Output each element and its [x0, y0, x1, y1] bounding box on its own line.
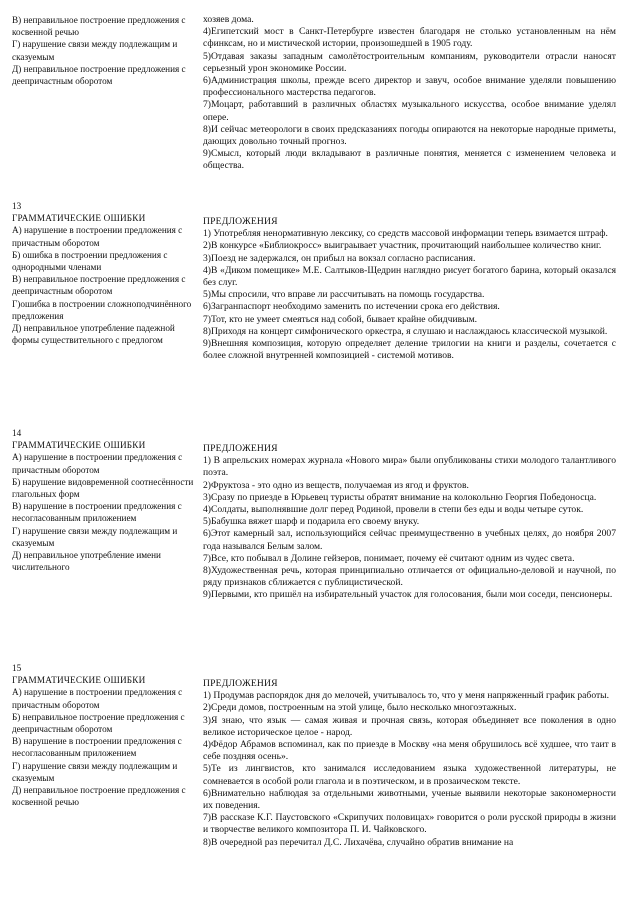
- sentence-item: 5)Бабушка вяжет шарф и подарила его своему внуку.: [203, 516, 420, 528]
- error-item: Б) ошибка в построении предложения с однородными членами: [12, 249, 168, 273]
- sentence-item: 4)Египетский мост в Санкт-Петербурге известен благодаря не столько установленным на нём сфинксам, но и мистической истории, произошедшей в 1905 году.: [203, 26, 616, 50]
- sentence-item: 3)Поезд не задержался, он прибыл на вокзал согласно расписания.: [203, 252, 476, 264]
- error-item: А) нарушение в построении предложения с причастным оборотом: [12, 452, 183, 475]
- error-list: [12, 200, 197, 346]
- error-item: Г) нарушение связи между подлежащим и сказуемым: [12, 760, 178, 783]
- sentence-item: 7)Тот, кто не умеет смеяться над собой, бывает крайне обидчивым.: [203, 313, 478, 325]
- sentence-item: хозяев дома.: [203, 14, 254, 25]
- sentence-item: 6)Загранпаспорт необходимо заменить по истечении срока его действия.: [203, 301, 500, 313]
- continued-error-list: [12, 14, 197, 87]
- sentence-item: 6)Этот камерный зал, использующийся сейчас преимущественно в учебных целях, до ноября 2007 года назывался Белым залом.: [203, 528, 616, 552]
- sentence-item: 7)Все, кто побывал в Долине гейзеров, понимает, почему её считают одним из чудес света.: [203, 552, 575, 564]
- error-item: А) нарушение в построении предложения с причастным оборотом: [12, 687, 183, 710]
- sentence-item: 1) Продумав распорядок дня до мелочей, учитывалось то, что у меня напряженный график работы.: [203, 690, 610, 702]
- sentences-heading: ПРЕДЛОЖЕНИЯ: [203, 443, 278, 454]
- error-item: Г) нарушение связи между подлежащим и сказуемым: [12, 525, 178, 548]
- sentences-heading: ПРЕДЛОЖЕНИЯ: [203, 216, 278, 227]
- sentence-item: 9)Первыми, кто пришёл на избирательный участок для голосования, были мои соседи, пенсионеры.: [203, 589, 613, 601]
- task-number: 14: [12, 428, 22, 438]
- task-number: 13: [12, 201, 22, 211]
- sentence-item: 6)Внимательно наблюдая за отдельными животными, ученые выявили некоторые закономерности их поведения.: [203, 787, 616, 812]
- error-item: Б) неправильное построение предложения с деепричастным оборотом: [12, 711, 185, 735]
- sentence-item: 4)Фёдор Абрамов вспоминал, как по приезде в Москву «на меня обрушилось всё худшее, что таит в себе поздняя осень».: [203, 739, 616, 763]
- sentence-item: 6)Администрация школы, прежде всего директор и завуч, особое внимание уделяли повышению профессионального мастерства педагогов.: [203, 75, 616, 99]
- error-item: Д) неправильное употребление падежной формы существительного с предлогом: [12, 323, 175, 346]
- error-item: Д) неправильное построение предложения с деепричастным оборотом: [12, 63, 186, 87]
- error-item: А) нарушение в построении предложения с причастным оборотом: [12, 225, 183, 248]
- errors-heading: ГРАММАТИЧЕСКИЕ ОШИБКИ: [12, 213, 146, 224]
- sentence-item: 8)Приходя на концерт симфонического оркестра, я слушаю и наслаждаюсь классической музыкой.: [203, 325, 608, 337]
- sentence-item: 1) Употребляя ненормативную лексику, со средств массовой информации теперь взимается штраф.: [203, 228, 608, 240]
- sentence-list: [203, 443, 616, 602]
- sentence-item: 8)Художественная речь, которая принципиально отличается от официально-деловой и научной, по ряду признаков сближается с публицистической.: [203, 565, 616, 589]
- sentence-item: 7)Моцарт, работавший в различных областях музыкального искусства, особое внимание уделял опере.: [203, 99, 616, 123]
- error-list: [12, 427, 197, 573]
- error-item: Д) неправильное употребление имени числительного: [12, 550, 161, 573]
- error-item: В) неправильное построение предложения с деепричастным оборотом: [12, 274, 186, 297]
- sentence-item: 5)Те из лингвистов, кто занимался исследованием языка художественной литературы, не сомневается в особой роли глагола и в поэтическом, и в прозаическом тексте.: [203, 763, 616, 787]
- sentence-item: 3)Сразу по приезде в Юрьевец туристы обратят внимание на колокольню Георгия Победоносца.: [203, 491, 597, 503]
- error-item: Б) нарушение видовременной соотнесённости глагольных форм: [12, 476, 194, 500]
- sentence-item: 1) В апрельских номерах журнала «Нового мира» были опубликованы стихи молодого талантливого поэта.: [203, 455, 616, 479]
- sentence-item: 4)В «Диком помещике» М.Е. Салтыков-Щедрин наглядно рисует богатого барина, который оказался без слуг.: [203, 264, 616, 289]
- sentence-item: 2)В конкурсе «Библиокросс» выиграывает участник, прочитающий наибольшее количество книг.: [203, 240, 602, 252]
- error-list: [12, 662, 197, 808]
- sentence-item: 2)Среди домов, построенным на этой улице, было несколько многоэтажных.: [203, 702, 517, 714]
- error-item: Г)ошибка в построении сложноподчинённого предложения: [12, 298, 192, 321]
- sentence-item: 9)Внешняя композиция, которую определяет деление трилогии на книги и разделы, сочетается с более сложной внутренней композицией - системой мотивов.: [203, 338, 616, 362]
- sentence-item: 5)Мы спросили, что вправе ли рассчитывать на помощь государства.: [203, 289, 485, 301]
- error-item: В) нарушение в построении предложения с несогласованным приложением: [12, 736, 182, 759]
- task-number: 15: [12, 663, 22, 673]
- sentence-item: 7)В рассказе К.Г. Паустовского «Скрипучих половицах» говорится о роли русской природы в жизни и творчестве великого композитора П. И. Чайковского.: [203, 812, 616, 836]
- sentence-list: [203, 678, 616, 849]
- sentences-heading: ПРЕДЛОЖЕНИЯ: [203, 678, 278, 689]
- error-item: Д) неправильное построение предложения с косвенной речью: [12, 785, 186, 808]
- sentence-item: 4)Солдаты, выполнявшие долг перед Родиной, провели в степи без еды и воды четыре суток.: [203, 504, 584, 516]
- sentence-item: 8)В очередной раз перечитал Д.С. Лихачёва, случайно обратив внимание на: [203, 836, 514, 848]
- sentence-item: 5)Отдавая заказы западным самолётостроительным компаниям, руководители отрасли наносят серьезный урон экономике России.: [203, 50, 616, 74]
- error-item: В) неправильное построение предложения с косвенной речью: [12, 15, 186, 38]
- error-item: В) нарушение в построении предложения с несогласованным приложением: [12, 501, 182, 524]
- sentence-item: 2)Фруктоза - это одно из веществ, получаемая из ягод и фруктов.: [203, 479, 469, 491]
- errors-heading: ГРАММАТИЧЕСКИЕ ОШИБКИ: [12, 675, 146, 686]
- sentence-item: 8)И сейчас метеорологи в своих предсказаниях погоды опираются на некоторые народные приметы, дающих довольно точный прогноз.: [203, 123, 616, 148]
- sentence-item: 3)Я знаю, что язык — самая живая и прочная связь, которая объединяет все поколения в одно великое историческое целое - народ.: [203, 714, 616, 738]
- error-item: Г) нарушение связи между подлежащим и сказуемым: [12, 39, 178, 62]
- continued-sentence-list: [203, 14, 616, 173]
- sentence-item: 9)Смысл, который люди вкладывают в различные понятия, меняется с изменением человека и общества.: [203, 148, 616, 172]
- errors-heading: ГРАММАТИЧЕСКИЕ ОШИБКИ: [12, 440, 146, 451]
- sentence-list: [203, 216, 616, 362]
